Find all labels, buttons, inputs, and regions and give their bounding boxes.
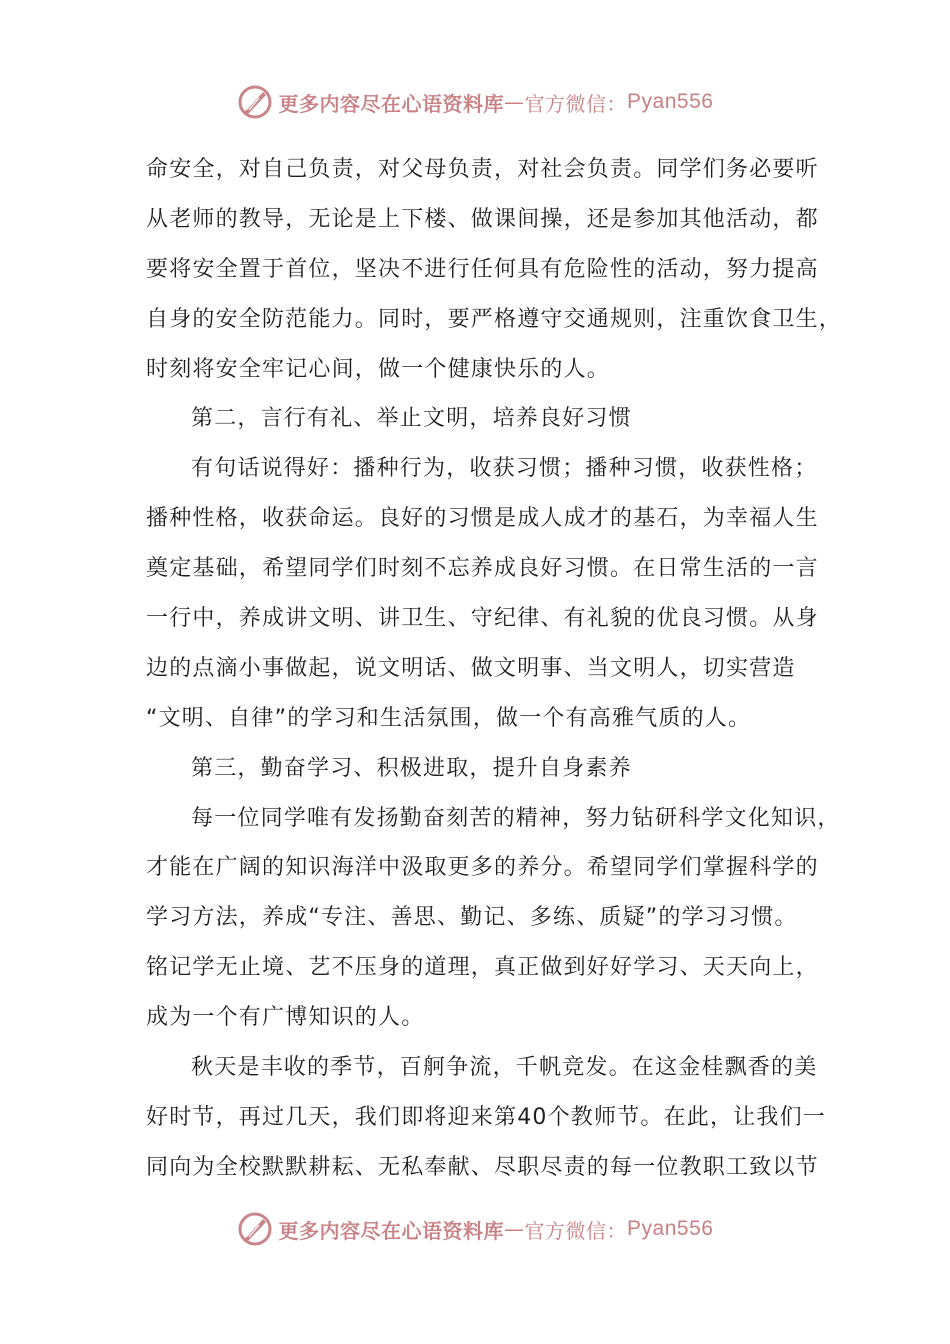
body-line: 从老师的教导，无论是上下楼、做课间操，还是参加其他活动，都 bbox=[146, 206, 819, 232]
body-line: 一行中，养成讲文明、讲卫生、守纪律、有礼貌的优良习惯。从身 bbox=[146, 606, 819, 632]
header-separator: — bbox=[504, 90, 525, 114]
body-line: 有句话说得好：播种行为，收获习惯；播种习惯，收获性格； bbox=[191, 456, 818, 482]
quill-seal-logo-icon bbox=[237, 1211, 273, 1247]
document-body bbox=[146, 145, 843, 1193]
footer-separator: — bbox=[504, 1217, 525, 1241]
body-line: 同向为全校默默耕耘、无私奉献、尽职尽责的每一位教职工致以节 bbox=[146, 1154, 819, 1180]
body-line: 成为一个有广博知识的人。 bbox=[146, 1005, 425, 1031]
header-brand-text: 更多内容尽在心语资料库 bbox=[278, 91, 505, 116]
section-heading: 第二，言行有礼、举止文明，培养良好习惯 bbox=[191, 406, 632, 432]
section-heading: 第三，勤奋学习、积极进取，提升自身素养 bbox=[191, 755, 632, 781]
body-line: 边的点滴小事做起，说文明话、做文明事、当文明人，切实营造 bbox=[146, 655, 796, 681]
footer-wechat-handle: Pyan556 bbox=[627, 1217, 714, 1240]
header-banner bbox=[0, 80, 950, 124]
body-line: 命安全，对自己负责，对父母负责，对社会负责。同学们务必要听 bbox=[146, 157, 819, 182]
footer-banner bbox=[0, 1207, 950, 1251]
header-wechat-label: 官方微信： bbox=[524, 91, 628, 116]
body-line: 学习方法，养成“专注、善思、勤记、多练、质疑”的学习习惯。 bbox=[146, 905, 798, 931]
footer-brand-text: 更多内容尽在心语资料库 bbox=[278, 1218, 505, 1243]
body-line: 播种性格，收获命运。良好的习惯是成人成才的基石，为幸福人生 bbox=[146, 506, 819, 532]
quill-seal-logo-icon bbox=[237, 84, 273, 120]
body-line: 时刻将安全牢记心间，做一个健康快乐的人。 bbox=[146, 356, 611, 382]
body-line: “文明、自律”的学习和生活氛围，做一个有高雅气质的人。 bbox=[146, 705, 752, 731]
body-line: 自身的安全防范能力。同时，要严格遵守交通规则，注重饮食卫生， bbox=[146, 306, 843, 332]
footer-wechat-label: 官方微信： bbox=[524, 1218, 628, 1243]
body-line: 铭记学无止境、艺不压身的道理，真正做到好好学习、天天向上， bbox=[146, 955, 819, 981]
body-line: 每一位同学唯有发扬勤奋刻苦的精神，努力钻研科学文化知识， bbox=[191, 805, 841, 831]
body-line: 秋天是丰收的季节，百舸争流，千帆竞发。在这金桂飘香的美 bbox=[191, 1055, 818, 1081]
body-line: 奠定基础，希望同学们时刻不忘养成良好习惯。在日常生活的一言 bbox=[146, 556, 819, 582]
body-line: 才能在广阔的知识海洋中汲取更多的养分。希望同学们掌握科学的 bbox=[146, 855, 819, 881]
header-wechat-handle: Pyan556 bbox=[627, 90, 714, 113]
body-line: 好时节，再过几天，我们即将迎来第40个教师节。在此，让我们一 bbox=[146, 1104, 826, 1130]
body-line: 要将安全置于首位，坚决不进行任何具有危险性的活动，努力提高 bbox=[146, 256, 819, 282]
